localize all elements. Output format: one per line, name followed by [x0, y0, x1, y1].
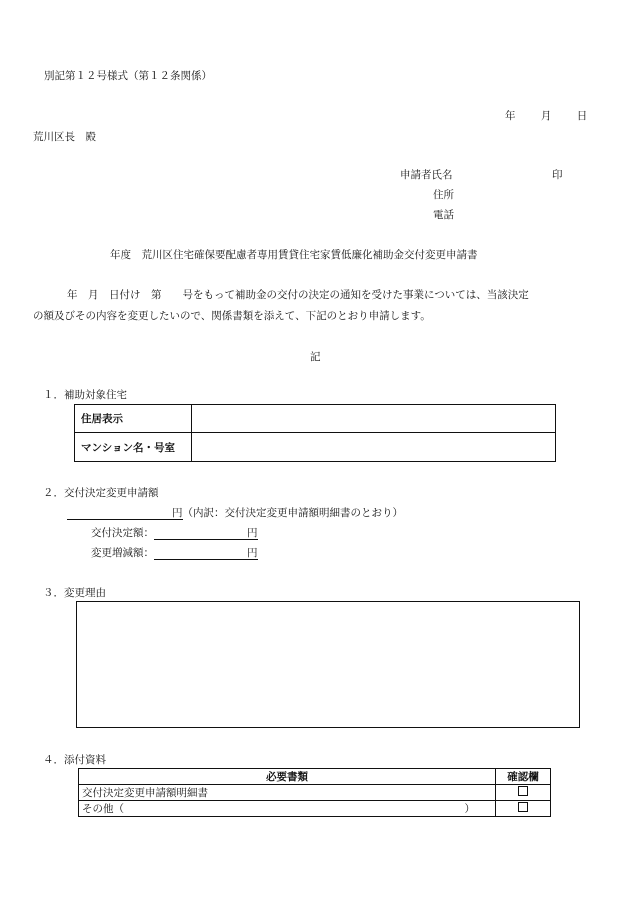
application-amount-blank[interactable]	[67, 507, 172, 520]
yen-label: 円	[172, 507, 183, 519]
decided-amount-blank[interactable]	[154, 527, 247, 540]
change-amount-label: 変更増減額：	[91, 547, 154, 559]
table-row	[75, 405, 556, 433]
intro-line-1: 年 月 日付け 第 号をもって補助金の交付の決定の通知を受けた事業については、当該決定	[67, 289, 529, 301]
doc-cell	[79, 801, 496, 817]
page-title: 年度 荒川区住宅確保要配慮者専用賃貸住宅家賃低廉化補助金交付変更申請書	[110, 249, 478, 261]
yen-label: 円	[247, 547, 258, 559]
doc-cell: 交付決定変更申請額明細書	[79, 785, 496, 801]
application-amount-line	[67, 505, 403, 520]
address-label-cell: 住居表示	[75, 405, 192, 433]
seal-mark: 印	[552, 169, 563, 181]
date-line	[505, 108, 587, 123]
decided-amount-label: 交付決定額：	[91, 527, 154, 539]
section2-heading: ２．交付決定変更申請額	[43, 487, 159, 499]
section4-heading: ４．添付資料	[43, 754, 106, 766]
mansion-value-cell[interactable]	[192, 433, 556, 462]
table-row	[79, 785, 551, 801]
applicant-phone-label: 電話	[433, 209, 454, 221]
mansion-label-cell: マンション名・号室	[75, 433, 192, 462]
table-header-row	[79, 769, 551, 785]
docs-header: 必要書類	[79, 769, 496, 785]
housing-table	[74, 404, 556, 462]
table-row	[75, 433, 556, 462]
other-close-paren: ）	[464, 803, 475, 815]
check-cell	[496, 801, 551, 817]
breakdown-note: （内訳：交付決定変更申請額明細書のとおり）	[182, 507, 403, 519]
other-label: その他（	[82, 803, 124, 815]
applicant-name-label: 申請者氏名	[400, 169, 453, 181]
applicant-address-label: 住所	[433, 189, 454, 201]
section3-heading: ３．変更理由	[43, 587, 106, 599]
decided-amount-line	[91, 525, 258, 540]
check-cell	[496, 785, 551, 801]
check-header: 確認欄	[496, 769, 551, 785]
change-reason-box[interactable]	[76, 601, 580, 728]
yen-label: 円	[247, 527, 258, 539]
change-amount-blank[interactable]	[154, 547, 247, 560]
checkbox[interactable]	[518, 802, 528, 812]
date-month: 月	[540, 110, 552, 122]
section1-heading: １．補助対象住宅	[43, 389, 127, 401]
checkbox[interactable]	[518, 786, 528, 796]
addressee: 荒川区長 殿	[33, 131, 96, 143]
ki-mark: 記	[310, 351, 321, 363]
change-amount-line	[91, 545, 258, 560]
date-day: 日	[576, 110, 588, 122]
attachments-table	[78, 768, 551, 817]
table-row	[79, 801, 551, 817]
intro-line-2: の額及びその内容を変更したいので、関係書類を添えて、下記のとおり申請します。	[33, 310, 431, 322]
form-id: 別記第１２号様式（第１２条関係）	[44, 70, 212, 82]
date-year: 年	[505, 110, 516, 122]
address-value-cell[interactable]	[192, 405, 556, 433]
